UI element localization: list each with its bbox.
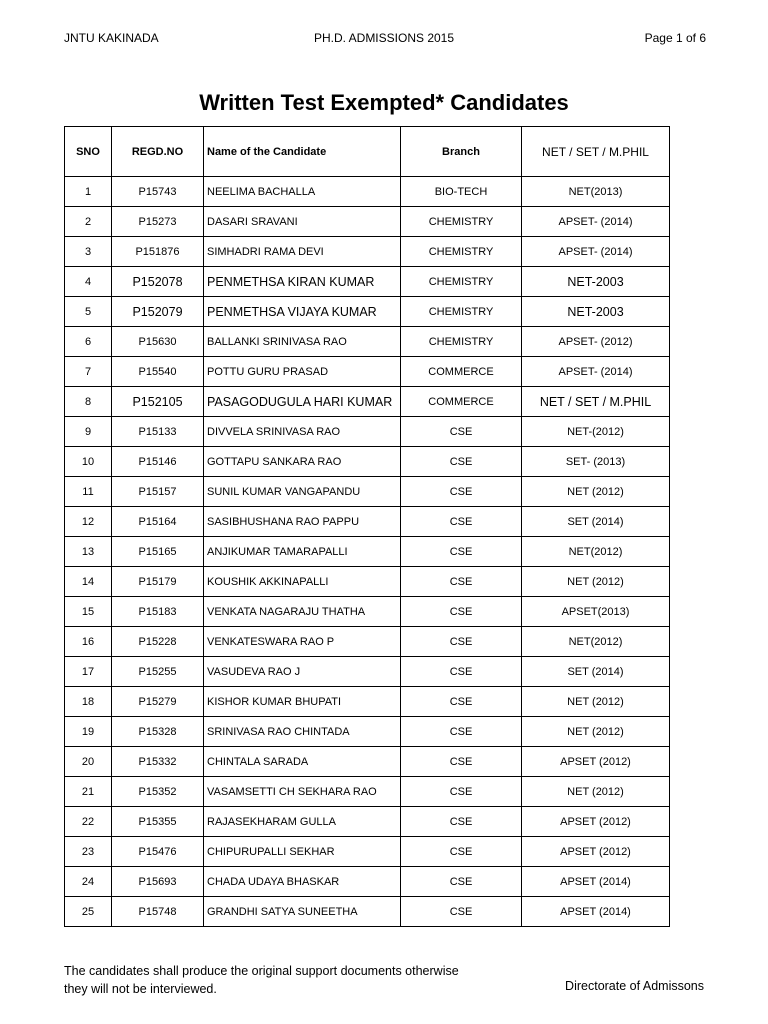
cell-branch: COMMERCE xyxy=(401,387,522,417)
cell-regd-no: P15165 xyxy=(112,537,204,567)
footer-signature: Directorate of Admissons xyxy=(565,979,704,993)
table-row xyxy=(65,417,670,447)
table-row xyxy=(65,747,670,777)
cell-sno: 14 xyxy=(65,567,112,597)
page-title: Written Test Exempted* Candidates xyxy=(199,90,569,115)
cell-sno: 22 xyxy=(65,807,112,837)
table-row xyxy=(65,687,670,717)
cell-branch: CSE xyxy=(401,897,522,927)
cell-name: ANJIKUMAR TAMARAPALLI xyxy=(204,537,401,567)
cell-regd-no: P15228 xyxy=(112,627,204,657)
cell-branch: CSE xyxy=(401,717,522,747)
table-row xyxy=(65,597,670,627)
cell-regd-no: P15255 xyxy=(112,657,204,687)
cell-branch: COMMERCE xyxy=(401,357,522,387)
cell-regd-no: P15743 xyxy=(112,177,204,207)
cell-sno: 25 xyxy=(65,897,112,927)
table-row xyxy=(65,657,670,687)
cell-name: POTTU GURU PRASAD xyxy=(204,357,401,387)
cell-sno: 3 xyxy=(65,237,112,267)
table-row xyxy=(65,177,670,207)
cell-regd-no: P15133 xyxy=(112,417,204,447)
candidates-table xyxy=(64,126,670,927)
col-header-regd-no: REGD.NO xyxy=(112,127,204,177)
cell-branch: CSE xyxy=(401,747,522,777)
cell-sno: 24 xyxy=(65,867,112,897)
cell-branch: CHEMISTRY xyxy=(401,327,522,357)
table-row xyxy=(65,867,670,897)
cell-branch: CSE xyxy=(401,867,522,897)
cell-name: CHIPURUPALLI SEKHAR xyxy=(204,837,401,867)
cell-qualification: APSET(2013) xyxy=(522,597,670,627)
cell-sno: 13 xyxy=(65,537,112,567)
cell-qualification: APSET (2014) xyxy=(522,897,670,927)
table-row xyxy=(65,477,670,507)
header-page-number: Page 1 of 6 xyxy=(644,31,706,45)
footer-note-line: The candidates shall produce the original support documents otherwise xyxy=(64,964,459,978)
cell-branch: CSE xyxy=(401,417,522,447)
table-row xyxy=(65,237,670,267)
cell-sno: 12 xyxy=(65,507,112,537)
cell-regd-no: P15352 xyxy=(112,777,204,807)
col-header-qualification: NET / SET / M.PHIL xyxy=(522,127,670,177)
table-row xyxy=(65,537,670,567)
cell-qualification: APSET- (2014) xyxy=(522,357,670,387)
cell-branch: CHEMISTRY xyxy=(401,207,522,237)
cell-qualification: NET (2012) xyxy=(522,687,670,717)
table-row xyxy=(65,327,670,357)
cell-name: SRINIVASA RAO CHINTADA xyxy=(204,717,401,747)
cell-sno: 5 xyxy=(65,297,112,327)
cell-regd-no: P15630 xyxy=(112,327,204,357)
cell-regd-no: P15332 xyxy=(112,747,204,777)
cell-qualification: NET (2012) xyxy=(522,717,670,747)
cell-sno: 9 xyxy=(65,417,112,447)
cell-name: SUNIL KUMAR VANGAPANDU xyxy=(204,477,401,507)
table-row xyxy=(65,297,670,327)
col-header-name: Name of the Candidate xyxy=(204,127,401,177)
col-header-sno: SNO xyxy=(65,127,112,177)
cell-regd-no: P15540 xyxy=(112,357,204,387)
cell-name: PENMETHSA KIRAN KUMAR xyxy=(204,267,401,297)
cell-sno: 1 xyxy=(65,177,112,207)
table-row xyxy=(65,837,670,867)
table-row xyxy=(65,897,670,927)
cell-name: KISHOR KUMAR BHUPATI xyxy=(204,687,401,717)
table-row xyxy=(65,447,670,477)
footer-note xyxy=(64,962,459,998)
cell-sno: 2 xyxy=(65,207,112,237)
cell-name: DASARI SRAVANI xyxy=(204,207,401,237)
cell-qualification: APSET- (2012) xyxy=(522,327,670,357)
cell-branch: CSE xyxy=(401,507,522,537)
cell-regd-no: P15693 xyxy=(112,867,204,897)
cell-regd-no: P152105 xyxy=(112,387,204,417)
table-row xyxy=(65,507,670,537)
cell-sno: 18 xyxy=(65,687,112,717)
cell-name: RAJASEKHARAM GULLA xyxy=(204,807,401,837)
cell-sno: 20 xyxy=(65,747,112,777)
cell-branch: CSE xyxy=(401,627,522,657)
table-row xyxy=(65,777,670,807)
cell-qualification: SET- (2013) xyxy=(522,447,670,477)
cell-name: GOTTAPU SANKARA RAO xyxy=(204,447,401,477)
cell-branch: CSE xyxy=(401,657,522,687)
cell-regd-no: P15157 xyxy=(112,477,204,507)
cell-regd-no: P15179 xyxy=(112,567,204,597)
cell-branch: CHEMISTRY xyxy=(401,267,522,297)
cell-branch: CSE xyxy=(401,447,522,477)
cell-qualification: NET (2012) xyxy=(522,567,670,597)
cell-regd-no: P15183 xyxy=(112,597,204,627)
cell-qualification: APSET- (2014) xyxy=(522,237,670,267)
table-row xyxy=(65,717,670,747)
cell-sno: 19 xyxy=(65,717,112,747)
cell-qualification: APSET (2012) xyxy=(522,837,670,867)
table-row xyxy=(65,567,670,597)
cell-name: PASAGODUGULA HARI KUMAR xyxy=(204,387,401,417)
cell-name: VASAMSETTI CH SEKHARA RAO xyxy=(204,777,401,807)
cell-regd-no: P15164 xyxy=(112,507,204,537)
cell-sno: 11 xyxy=(65,477,112,507)
cell-name: BALLANKI SRINIVASA RAO xyxy=(204,327,401,357)
cell-name: GRANDHI SATYA SUNEETHA xyxy=(204,897,401,927)
cell-sno: 10 xyxy=(65,447,112,477)
cell-branch: CSE xyxy=(401,777,522,807)
cell-regd-no: P15328 xyxy=(112,717,204,747)
header-admissions: PH.D. ADMISSIONS 2015 xyxy=(313,31,455,45)
col-header-branch: Branch xyxy=(401,127,522,177)
cell-sno: 7 xyxy=(65,357,112,387)
cell-qualification: NET-2003 xyxy=(522,297,670,327)
cell-regd-no: P152079 xyxy=(112,297,204,327)
table-row xyxy=(65,357,670,387)
cell-branch: CSE xyxy=(401,807,522,837)
cell-qualification: SET (2014) xyxy=(522,657,670,687)
cell-qualification: NET(2013) xyxy=(522,177,670,207)
cell-qualification: NET (2012) xyxy=(522,777,670,807)
cell-name: SIMHADRI RAMA DEVI xyxy=(204,237,401,267)
cell-name: CHINTALA SARADA xyxy=(204,747,401,777)
cell-name: NEELIMA BACHALLA xyxy=(204,177,401,207)
cell-qualification: APSET (2014) xyxy=(522,867,670,897)
cell-sno: 16 xyxy=(65,627,112,657)
cell-sno: 15 xyxy=(65,597,112,627)
cell-qualification: NET / SET / M.PHIL xyxy=(522,387,670,417)
cell-sno: 21 xyxy=(65,777,112,807)
cell-regd-no: P15273 xyxy=(112,207,204,237)
table-row xyxy=(65,387,670,417)
header-institution: JNTU KAKINADA xyxy=(64,31,159,45)
cell-name: VASUDEVA RAO J xyxy=(204,657,401,687)
cell-name: VENKATA NAGARAJU THATHA xyxy=(204,597,401,627)
cell-regd-no: P15279 xyxy=(112,687,204,717)
cell-name: VENKATESWARA RAO P xyxy=(204,627,401,657)
cell-name: CHADA UDAYA BHASKAR xyxy=(204,867,401,897)
cell-qualification: NET(2012) xyxy=(522,627,670,657)
cell-sno: 23 xyxy=(65,837,112,867)
cell-qualification: NET (2012) xyxy=(522,477,670,507)
cell-branch: CSE xyxy=(401,477,522,507)
cell-qualification: APSET (2012) xyxy=(522,747,670,777)
cell-branch: CSE xyxy=(401,567,522,597)
cell-qualification: NET-(2012) xyxy=(522,417,670,447)
table-row xyxy=(65,207,670,237)
cell-branch: CHEMISTRY xyxy=(401,297,522,327)
cell-qualification: NET-2003 xyxy=(522,267,670,297)
cell-qualification: APSET (2012) xyxy=(522,807,670,837)
cell-sno: 17 xyxy=(65,657,112,687)
cell-regd-no: P152078 xyxy=(112,267,204,297)
cell-branch: CHEMISTRY xyxy=(401,237,522,267)
cell-branch: CSE xyxy=(401,537,522,567)
footer-note-line: they will not be interviewed. xyxy=(64,982,217,996)
table-row xyxy=(65,627,670,657)
cell-name: SASIBHUSHANA RAO PAPPU xyxy=(204,507,401,537)
cell-sno: 6 xyxy=(65,327,112,357)
cell-branch: BIO-TECH xyxy=(401,177,522,207)
cell-sno: 8 xyxy=(65,387,112,417)
cell-branch: CSE xyxy=(401,687,522,717)
cell-name: KOUSHIK AKKINAPALLI xyxy=(204,567,401,597)
table-header-row xyxy=(65,127,670,177)
cell-branch: CSE xyxy=(401,597,522,627)
cell-regd-no: P15476 xyxy=(112,837,204,867)
cell-qualification: SET (2014) xyxy=(522,507,670,537)
cell-qualification: APSET- (2014) xyxy=(522,207,670,237)
table-row xyxy=(65,267,670,297)
table-row xyxy=(65,807,670,837)
cell-qualification: NET(2012) xyxy=(522,537,670,567)
cell-regd-no: P151876 xyxy=(112,237,204,267)
cell-name: DIVVELA SRINIVASA RAO xyxy=(204,417,401,447)
cell-sno: 4 xyxy=(65,267,112,297)
cell-regd-no: P15748 xyxy=(112,897,204,927)
cell-regd-no: P15355 xyxy=(112,807,204,837)
cell-regd-no: P15146 xyxy=(112,447,204,477)
cell-name: PENMETHSA VIJAYA KUMAR xyxy=(204,297,401,327)
cell-branch: CSE xyxy=(401,837,522,867)
